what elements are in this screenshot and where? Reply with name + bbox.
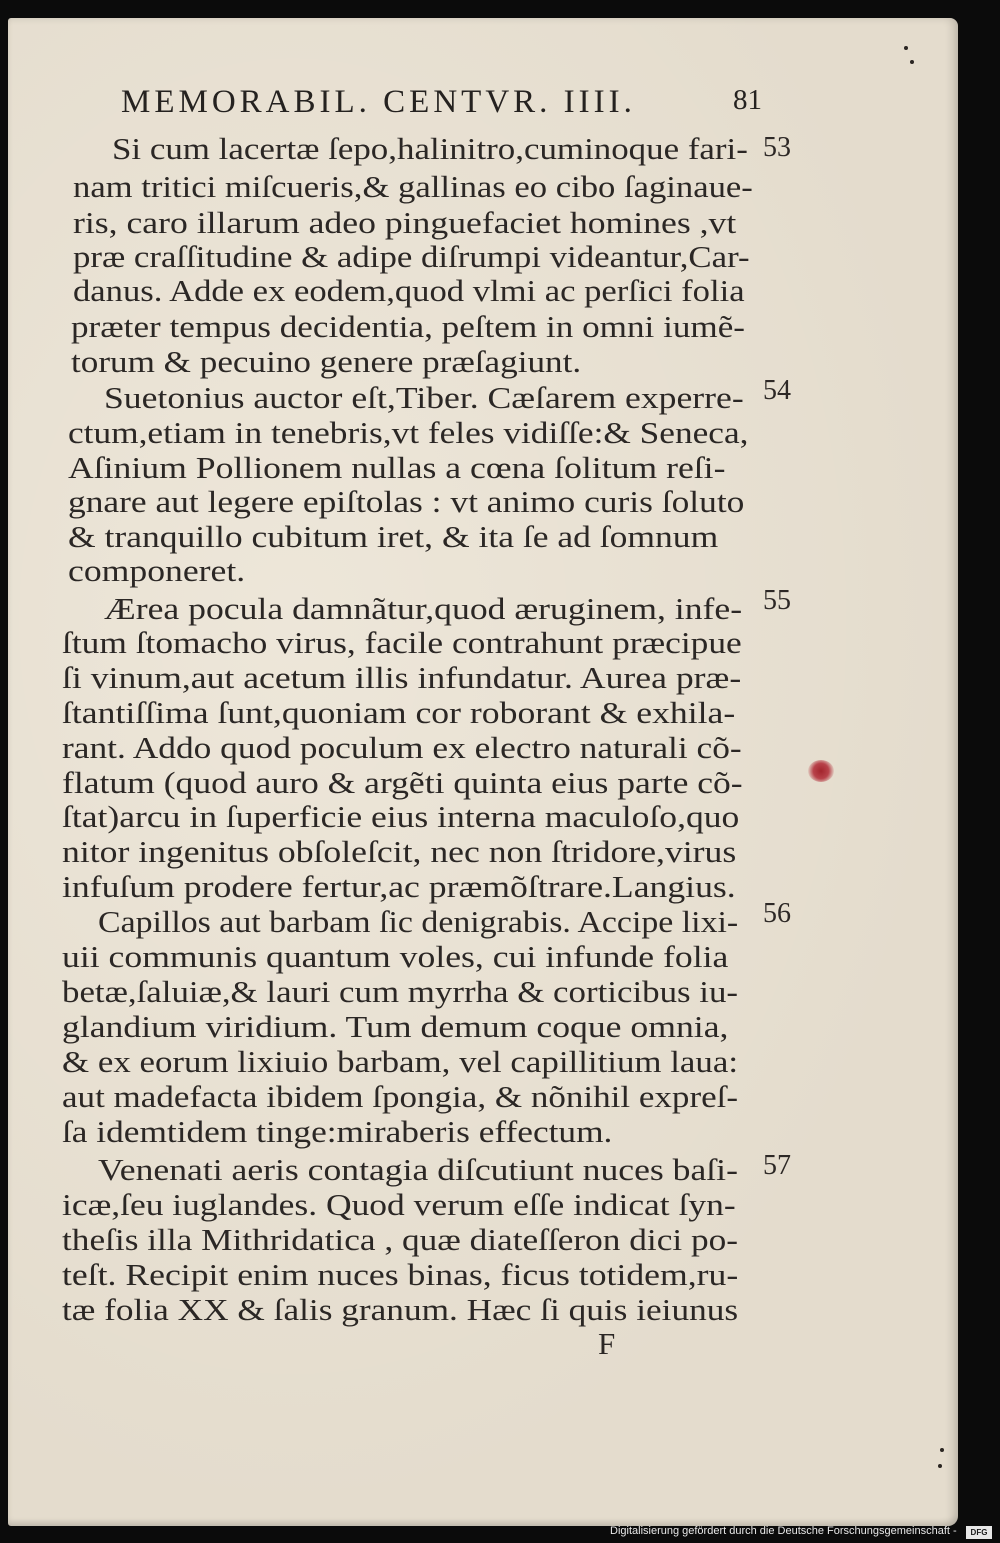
- running-head: [121, 84, 762, 121]
- text-line: Aſinium Pollionem nullas a cœna ſolitum reſi-: [68, 450, 726, 485]
- text-line: betæ,ſaluiæ,& lauri cum myrrha & corticibus iu-: [62, 974, 739, 1009]
- text-line: uii communis quantum voles, cui infunde folia: [62, 939, 729, 974]
- ink-speck: [904, 46, 908, 50]
- dfg-logo: DFG: [966, 1526, 992, 1539]
- margin-number: 57: [763, 1150, 791, 1181]
- text-line: ſtum ſtomacho virus, facile contrahunt præcipue: [62, 625, 742, 660]
- red-stain: [808, 760, 834, 782]
- text-line: flatum (quod auro & argẽti quinta eius parte cõ-: [62, 765, 743, 800]
- text-line: aut madefacta ibidem ſpongia, & nõnihil expreſ-: [62, 1079, 739, 1114]
- text-line: præ craſſitudine & adipe diſrumpi videantur,Car-: [73, 239, 750, 274]
- text-line: ſi vinum,aut acetum illis infundatur. Aurea præ-: [62, 660, 742, 695]
- digitization-credit: Digitalisierung gefördert durch die Deutsche Forschungsgemeinschaft -: [610, 1525, 957, 1537]
- text-line: Si cum lacertæ ſepo,halinitro,cuminoque fari-: [112, 131, 748, 166]
- text-line: teſt. Recipit enim nuces binas, ficus totidem,ru-: [62, 1257, 739, 1292]
- text-line: ris, caro illarum adeo pinguefaciet homines ,vt: [73, 205, 737, 240]
- text-line: gnare aut legere epiſtolas : vt animo curis ſoluto: [68, 484, 745, 519]
- text-line: Ærea pocula damnãtur,quod æruginem, infe-: [104, 591, 743, 626]
- text-line: ſtantiſſima ſunt,quoniam cor roborant & exhila-: [62, 695, 736, 730]
- ink-speck: [910, 60, 914, 64]
- text-line: nam tritici miſcueris,& gallinas eo cibo ſaginaue-: [73, 169, 753, 204]
- text-line: tæ folia XX & ſalis granum. Hæc ſi quis ieiunus: [62, 1292, 739, 1327]
- margin-number: 55: [763, 585, 791, 616]
- margin-number: 53: [763, 132, 791, 163]
- text-line: & ex eorum lixiuio barbam, vel capillitium laua:: [62, 1044, 739, 1079]
- text-line: ſa idemtidem tinge:miraberis effectum.: [62, 1114, 613, 1149]
- text-line: glandium viridium. Tum demum coque omnia,: [62, 1009, 729, 1044]
- text-line: ſtat)arcu in ſuperficie eius interna maculoſo,quo: [62, 799, 740, 834]
- text-line: præter tempus decidentia, peſtem in omni iumẽ-: [71, 309, 745, 344]
- text-line: ctum,etiam in tenebris,vt feles vidiſſe:& Seneca,: [68, 415, 749, 450]
- text-line: danus. Adde ex eodem,quod vlmi ac perſici folia: [73, 273, 745, 308]
- page-number: 81: [733, 84, 762, 116]
- text-line: nitor ingenitus obſoleſcit, nec non ſtridore,virus: [62, 834, 737, 869]
- signature-mark: F: [598, 1326, 616, 1361]
- text-line: rant. Addo quod poculum ex electro naturali cõ-: [62, 730, 742, 765]
- running-head-title: MEMORABIL. CENTVR. IIII.: [121, 84, 636, 120]
- ink-speck: [940, 1448, 944, 1452]
- text-line: infuſum prodere fertur,ac præmõſtrare.Langius.: [62, 869, 736, 904]
- margin-number: 54: [763, 375, 791, 406]
- text-line: Capillos aut barbam ſic denigrabis. Accipe lixi-: [98, 904, 739, 939]
- text-line: theſis illa Mithridatica , quæ diateſſeron dici po-: [62, 1222, 739, 1257]
- text-line: Venenati aeris contagia diſcutiunt nuces baſi-: [98, 1152, 738, 1187]
- margin-number: 56: [763, 898, 791, 929]
- text-line: & tranquillo cubitum iret, & ita ſe ad ſomnum: [68, 519, 719, 554]
- text-line: Suetonius auctor eſt,Tiber. Cæſarem experre-: [104, 380, 744, 415]
- book-page: [8, 18, 958, 1526]
- text-line: torum & pecuino genere præſagiunt.: [71, 344, 582, 379]
- ink-speck: [938, 1464, 942, 1468]
- text-line: icæ,ſeu iuglandes. Quod verum eſſe indicat ſyn-: [62, 1187, 736, 1222]
- text-line: componeret.: [68, 553, 246, 588]
